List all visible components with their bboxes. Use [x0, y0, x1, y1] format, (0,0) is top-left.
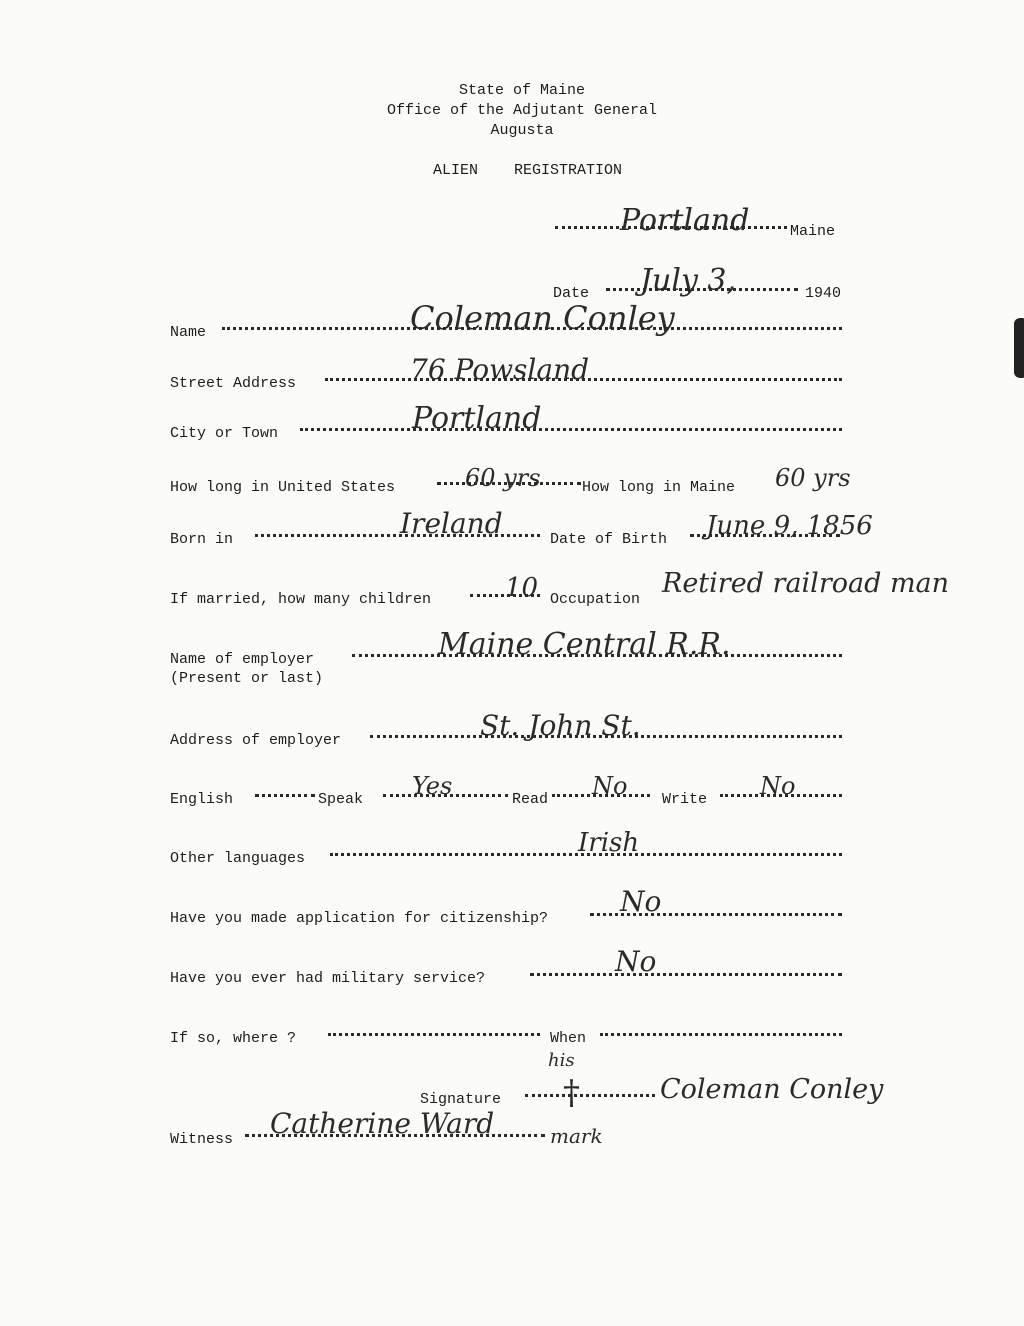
- maine-years-label: How long in Maine: [582, 479, 736, 496]
- title-alien: ALIEN: [433, 162, 479, 179]
- signature-his: his: [548, 1050, 575, 1071]
- born-value: Ireland: [400, 507, 503, 540]
- read-label: Read: [512, 791, 549, 808]
- other-languages-label: Other languages: [170, 850, 306, 867]
- street-label: Street Address: [170, 375, 297, 392]
- citizenship-value: No: [620, 885, 662, 918]
- children-label: If married, how many children: [170, 591, 432, 608]
- date-value: July 3,: [640, 263, 737, 298]
- born-label: Born in: [170, 531, 234, 548]
- occupation-label: Occupation: [550, 591, 641, 608]
- witness-value: Catherine Ward: [270, 1107, 495, 1140]
- write-label: Write: [662, 791, 708, 808]
- english-label: English: [170, 791, 234, 808]
- employer-address-value: St. John St.: [480, 709, 641, 742]
- employer-sublabel: (Present or last): [170, 670, 324, 687]
- witness-label: Witness: [170, 1131, 234, 1148]
- city-dots: [300, 428, 842, 431]
- military-label: Have you ever had military service?: [170, 970, 486, 987]
- date-year: 1940: [805, 285, 842, 302]
- speak-label: Speak: [318, 791, 364, 808]
- employer-address-label: Address of employer: [170, 732, 342, 749]
- where-dots: [328, 1033, 540, 1036]
- where-label: If so, where ?: [170, 1030, 297, 1047]
- signature-dots: [525, 1094, 655, 1097]
- children-value: 10: [505, 573, 539, 603]
- title-registration: REGISTRATION: [514, 162, 623, 179]
- signature-mark-cross: †: [563, 1073, 580, 1113]
- employer-label: Name of employer: [170, 651, 315, 668]
- signature-name: Coleman Conley: [660, 1074, 884, 1105]
- place-suffix: Maine: [790, 223, 836, 240]
- place-value: Portland: [620, 203, 750, 238]
- citizenship-label: Have you made application for citizenship?: [170, 910, 549, 927]
- occupation-value: Retired railroad man: [662, 568, 950, 599]
- us-years-label: How long in United States: [170, 479, 396, 496]
- header-office: Office of the Adjutant General: [386, 102, 658, 119]
- dob-label: Date of Birth: [550, 531, 668, 548]
- scan-edge-mark: [1014, 318, 1024, 378]
- city-value: Portland: [412, 401, 542, 436]
- speak-value: Yes: [412, 772, 453, 800]
- write-value: No: [760, 772, 796, 800]
- us-years-value: 60 yrs: [465, 464, 541, 492]
- dob-value: June 9, 1856: [706, 511, 873, 541]
- employer-value: Maine Central R.R.: [438, 627, 731, 662]
- read-value: No: [592, 772, 628, 800]
- date-label: Date: [553, 285, 590, 302]
- name-label: Name: [170, 324, 207, 341]
- military-value: No: [615, 945, 657, 978]
- when-dots: [600, 1033, 842, 1036]
- maine-years-value: 60 yrs: [775, 464, 851, 492]
- signature-mark: mark: [550, 1124, 603, 1148]
- other-languages-value: Irish: [578, 828, 640, 858]
- signature-label: Signature: [420, 1091, 502, 1108]
- military-dots: [530, 973, 842, 976]
- name-value: Coleman Conley: [410, 299, 675, 337]
- header-state: State of Maine: [458, 82, 586, 99]
- english-dots: [255, 794, 315, 797]
- header-city: Augusta: [490, 122, 554, 139]
- city-label: City or Town: [170, 425, 279, 442]
- street-value: 76 Powsland: [410, 353, 590, 386]
- when-label: When: [550, 1030, 587, 1047]
